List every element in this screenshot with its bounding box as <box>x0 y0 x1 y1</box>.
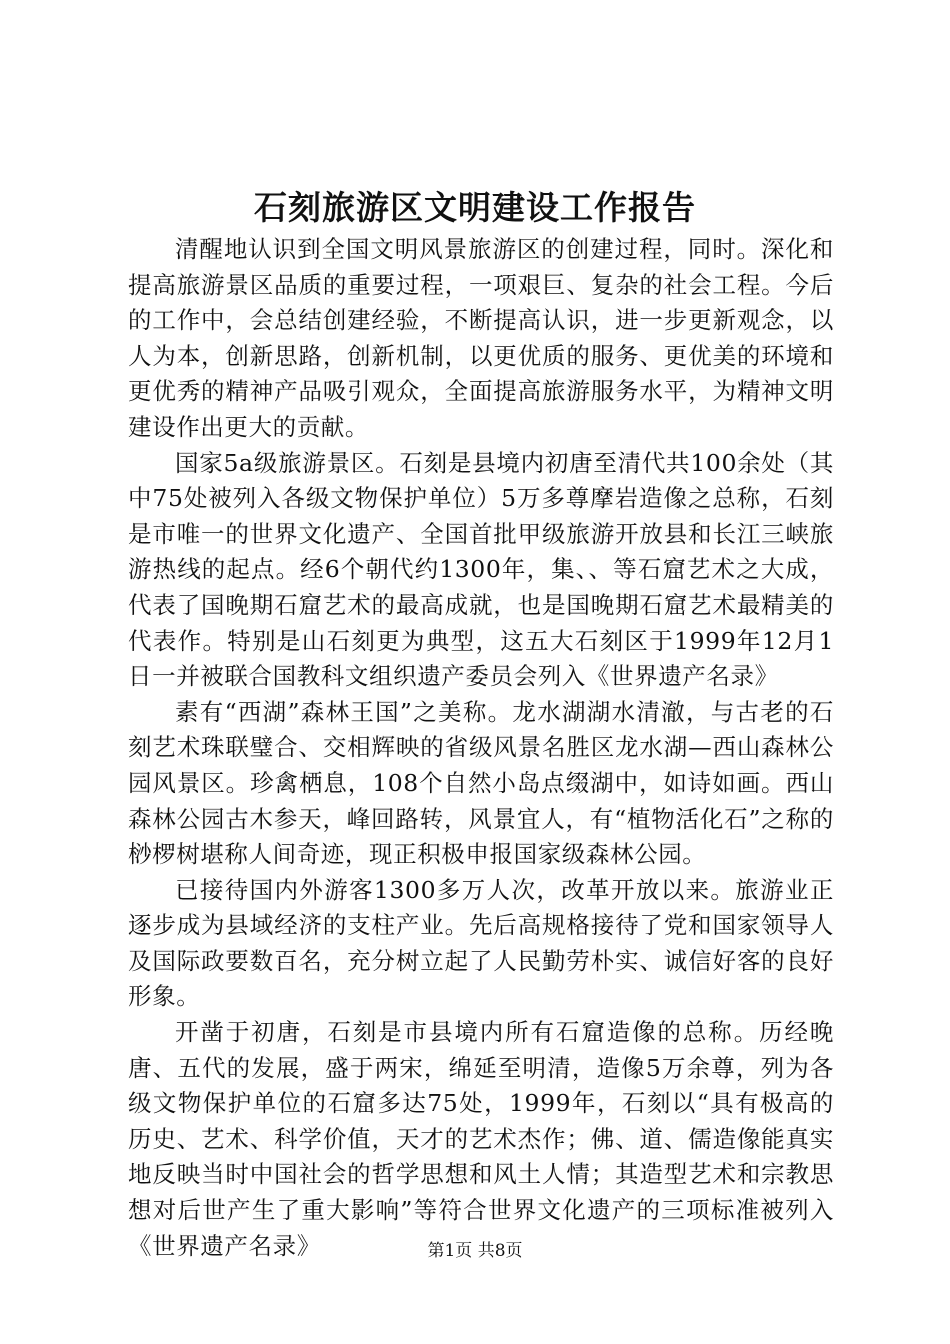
paragraph-2: 国家5a级旅游景区。石刻是县境内初唐至清代共100余处（其中75处被列入各级文物保护单位）5万多尊摩岩造像之总称，石刻是市唯一的世界文化遗产、全国首批甲级旅游开放县和长江三峡旅游热线的起点。经6个朝代约1300年，集、、等石窟艺术之大成，代表了国晚期石窟艺术的最高成就，也是国晚期石窟艺术最精美的代表作。特别是山石刻更为典型，这五大石刻区于1999年12月1日一并被联合国教科文组织遗产委员会列入《世界遗产名录》 <box>128 448 834 691</box>
paragraph-1: 清醒地认识到全国文明风景旅游区的创建过程，同时。深化和提高旅游景区品质的重要过程，一项艰巨、复杂的社会工程。今后的工作中，会总结创建经验，不断提高认识，进一步更新观念，以人为本，创新思路，创新机制，以更优质的服务、更优美的环境和更优秀的精神产品吸引观众，全面提高旅游服务水平，为精神文明建设作出更大的贡献。 <box>128 235 834 441</box>
document-title: 石刻旅游区文明建设工作报告 <box>254 188 696 227</box>
document-body <box>128 232 834 1264</box>
paragraph-4: 已接待国内外游客1300多万人次，改革开放以来。旅游业正逐步成为县域经济的支柱产业。先后高规格接待了党和国家领导人及国际政要数百名，充分树立起了人民勤劳朴实、诚信好客的良好形象。 <box>128 875 834 1011</box>
paragraph-3: 素有“西湖”森林王国”之美称。龙水湖湖水清澈，与古老的石刻艺术珠联璧合、交相辉映的省级风景名胜区龙水湖—西山森林公园风景区。珍禽栖息，108个自然小岛点缀湖中，如诗如画。西山森林公园古木参天，峰回路转，风景宜人，有“植物活化石”之称的桫椤树堪称人间奇迹，现正积极申报国家级森林公园。 <box>128 697 834 869</box>
page-footer: 第1页 共8页 <box>427 1241 523 1261</box>
paragraph-5: 开凿于初唐，石刻是市县境内所有石窟造像的总称。历经晚唐、五代的发展，盛于两宋，绵延至明清，造像5万余尊，列为各级文物保护单位的石窟多达75处，1999年，石刻以“具有极高的历史、艺术、科学价值，天才的艺术杰作；佛、道、儒造像能真实地反映当时中国社会的哲学思想和风土人情；其造型艺术和宗教思想对后世产生了重大影响”等符合世界文化遗产的三项标准被列入《世界遗产名录》 <box>128 1018 834 1260</box>
